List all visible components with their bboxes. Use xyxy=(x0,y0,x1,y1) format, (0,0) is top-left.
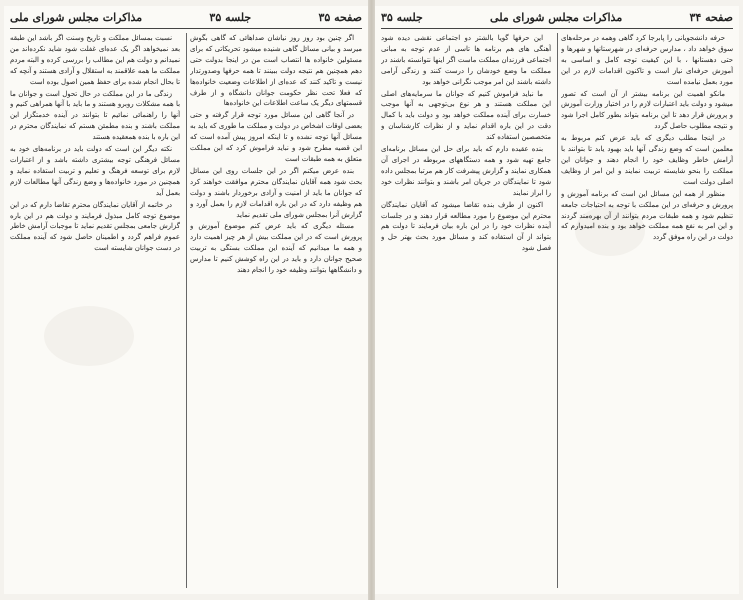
column-divider xyxy=(557,33,558,588)
publication-title: مذاکرات مجلس شورای ملی xyxy=(490,10,623,24)
paragraph: نکته دیگر این است که دولت باید در برنامه‌های خود به مسائل فرهنگی توجه بیشتری داشته باشد و از اعتبارات لازم برای توسعه فرهنگ و تعلیم و تربیت استفاده نماید و همچنین در مورد خانواده‌ها و وضع زندگی آنها مطالعات لازم بعمل آید xyxy=(10,145,180,197)
paragraph: منظور از همه این مسائل این است که برنامه آموزش و پرورش و حرفه‌ای در این مملکت با توجه به احتیاجات جامعه تنظیم شود و همه طبقات مردم بتوانند از آن بهره‌مند گردند و این امر به نفع همه مملکت خواهد بود و بنده امیدوارم که دولت در این راه موفق گردد xyxy=(561,189,733,242)
book-gutter xyxy=(368,0,375,600)
paragraph: در آنجا گاهی این مسائل مورد توجه قرار گرفته و حتی بعضی اوقات اشخاص در دولت و مملکت ما طوری که باید به مسائل آنها توجه نشده و تا اینکه امروز پیش آمده است که این قضیه مطرح شود و نباید فراموش کرد که این مملکت متعلق به همه طبقات است xyxy=(190,111,362,163)
publication-title: مذاکرات مجلس شورای ملی xyxy=(10,10,143,24)
page-number: صفحه ۳۴ xyxy=(689,10,733,24)
text-column xyxy=(381,33,551,588)
paragraph: در اینجا مطلب دیگری که باید عرض کنم مربوط به معلمین است که وضع زندگی آنها باید بهبود یابد تا بتوانند با آرامش خاطر وظایف خود را انجام دهند و جوانان این مملکت را بنحو شایسته تربیت نمایند و این امر از وظایف اصلی دولت است xyxy=(561,134,733,186)
paragraph: مانکو اهمیت این برنامه بیشتر از آن است که تصور میشود و دولت باید اعتبارات لازم را در اختیار وزارت آموزش و پرورش قرار دهد تا این برنامه بتواند بطور کامل اجرا شود و نتیجه مطلوب حاصل گردد xyxy=(561,89,733,131)
paragraph: حرفه دانشجویانی را پابرجا کرد گاهی وهمه در مرحله‌های سوق خواهد داد ، مدارس حرفه‌ای در شهرستانها و شهرها و حتی دهستانها ، با این کیفیت توجه کامل و اساسی به آموزش حرفه‌ای نیاز است و تاکنون اقدامات لازم در این مورد بعمل نیامده است xyxy=(561,34,733,86)
text-column xyxy=(561,33,733,588)
paragraph: در خاتمه از آقایان نمایندگان محترم تقاضا دارم که در این موضوع توجه کامل مبذول فرمایند و دولت هم در این باره گزارش جامعی بمجلس تقدیم نماید تا موجبات آرامش خاطر عموم فراهم گردد و اطمینان حاصل شود که آینده مملکت در دست جوانان شایسته است xyxy=(10,200,180,253)
paragraph: اگر چنین بود روز روز نیاشان صداهائی که گاهی بگوش میرسد و بیانی مسائل گاهی شنیده میشود تحریکاتی که برای مسئولین خانواده ها انتصاب است من در اینجا بدولت حتی دهم همچنین هم نتیجه دولت ببینند تا همه حرفها وصدورتدار نیست و تاکید کنند که عده‌ای از اطلاعات وضعیت خانواده‌ها که فعلا تحت نظر حکومت جوانان دانشگاه و از طرف قسمتهای دیگر یک ساعت اطلاعات این خانواده‌ها xyxy=(190,34,362,108)
session-number: جلسه ۳۵ xyxy=(209,10,252,24)
page-header xyxy=(10,8,362,26)
paper-stain xyxy=(575,206,645,256)
header-rule xyxy=(381,28,733,29)
paragraph: نسبت بمسائل مملکت و تاریخ وسنت اگر باشد این طبقه بعد نمیخواهد اگر یک عده‌ای غفلت شود شاید نکرده‌اند من نمیدانم و دولت هم این مطالب را بررسی کرده و البته مردم مملکت ما همه علاقمند به استقلال و آزادی هستند و آنچه که تا بحال انجام شده برای حفظ همین اصول بوده است xyxy=(10,34,180,86)
right-page xyxy=(375,6,739,594)
paragraph: بنده عقیده دارم که باید برای حل این مسائل برنامه‌ای جامع تهیه شود و همه دستگاههای مربوطه در اجرای آن همکاری نمایند و گزارش پیشرفت کار هم مرتبا بمجلس داده شود تا نمایندگان در جریان امر باشند و بتوانند نظرات خود را ابراز نمایند xyxy=(381,145,551,197)
text-column xyxy=(190,33,362,588)
paragraph: ما نباید فراموش کنیم که جوانان ما سرمایه‌های اصلی این مملکت هستند و هر نوع بی‌توجهی به آنها موجب خسارت برای آینده مملکت خواهد بود و دولت باید با کمال دقت در این باره اقدام نماید و از نظرات کارشناسان و متخصصین استفاده کند xyxy=(381,89,551,142)
session-number: جلسه ۳۵ xyxy=(381,10,423,24)
paragraph: زندگی ما در این مملکت در حال تحول است و جوانان ما با همه مشکلات روبرو هستند و ما باید با آنها همراهی کنیم و آنها را راهنمائی نمائیم تا بتوانند در آینده خدمتگزار این مملکت باشند و بنده مطمئن هستم که نمایندگان محترم در این باره با بنده همعقیده هستند xyxy=(10,89,180,142)
paragraph: بنده عرض میکنم اگر در این جلسات روی این مسائل بحث شود همه آقایان نمایندگان محترم موافقت خواهند کرد که جوانان ما باید از امنیت و آزادی برخوردار باشند و دولت هم وظیفه دارد که در این باره اقدامات لازم را بعمل آورد و گزارش آنرا بمجلس شورای ملی تقدیم نماید xyxy=(190,166,362,219)
page-number: صفحه ۳۵ xyxy=(318,10,362,24)
paper-stain xyxy=(44,306,134,366)
header-rule xyxy=(10,28,362,29)
left-page xyxy=(4,6,368,594)
paragraph: مسئله دیگری که باید عرض کنم موضوع آموزش و پرورش است که در این مملکت بیش از هر چیز اهمیت دارد و همه ما میدانیم که آینده این مملکت بستگی به تربیت صحیح جوانان دارد و باید در این راه کوشش کنیم تا مدارس و دانشگاهها بتوانند وظیفه خود را انجام دهند xyxy=(190,222,362,275)
paragraph: این حرفها گویا بالشتر دو اجتماعی نقشی دیده شود آهنگی های هم برنامه ها تاسی از عدم توجه به مبانی اجتماعی فرزندان مملکت ماست اگر اینها نتوانسته باشند در مملکت ما وضع خودشان را درست کنند و زندگی آرامی داشته باشند این امر موجب نگرانی خواهد بود xyxy=(381,34,551,86)
paragraph: اکنون از طرف بنده تقاضا میشود که آقایان نمایندگان محترم این موضوع را مورد مطالعه قرار دهند و در جلسات آینده نظرات خود را در این باره بیان فرمایند تا دولت هم بتواند از آن استفاده کند و مسائل مورد بحث بهتر حل و فصل شود xyxy=(381,200,551,253)
page-header xyxy=(381,8,733,26)
column-divider xyxy=(186,33,187,588)
